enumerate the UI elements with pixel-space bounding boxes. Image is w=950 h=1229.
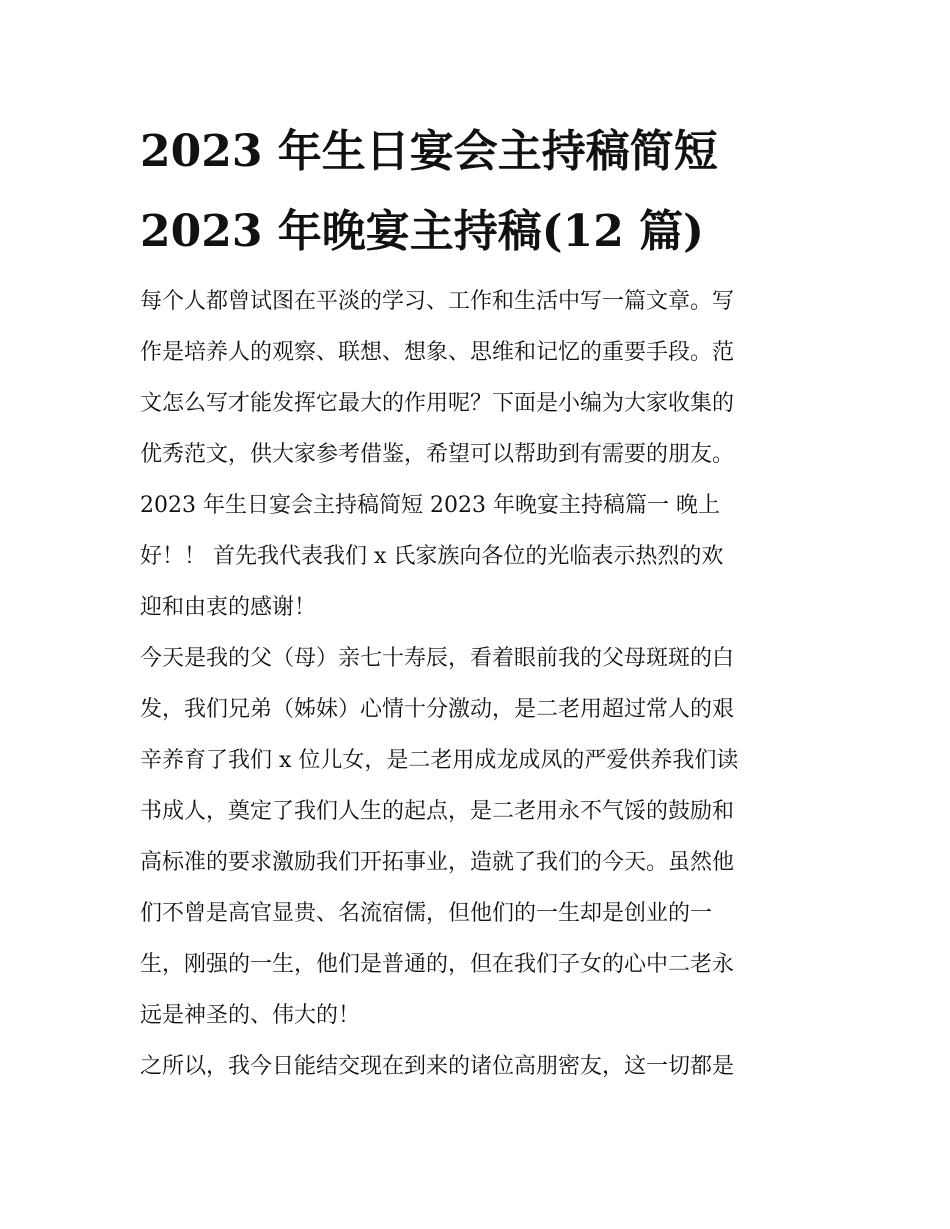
document-body <box>140 276 820 1092</box>
body-line: 书成人，奠定了我们人生的起点，是二老用永不气馁的鼓励和 <box>140 799 735 824</box>
body-line: 生，刚强的一生，他们是普通的，但在我们子女的心中二老永 <box>140 952 735 977</box>
body-line: 2023 年生日宴会主持稿简短 2023 年晚宴主持稿篇一 晚上 <box>140 493 720 518</box>
body-line: 好！！ 首先我代表我们 x 氏家族向各位的光临表示热烈的欢 <box>140 544 724 569</box>
body-line: 文怎么写才能发挥它最大的作用呢？下面是小编为大家收集的 <box>140 391 735 416</box>
body-line: 作是培养人的观察、联想、想象、思维和记忆的重要手段。范 <box>140 340 735 365</box>
body-line: 优秀范文，供大家参考借鉴，希望可以帮助到有需要的朋友。 <box>140 442 735 467</box>
body-line: 们不曾是高官显贵、名流宿儒，但他们的一生却是创业的一 <box>140 901 713 926</box>
document-title <box>140 112 820 272</box>
body-line: 之所以，我今日能结交现在到来的诸位高朋密友，这一切都是 <box>140 1054 735 1079</box>
title-line-2: 2023 年晚宴主持稿(12 篇) <box>140 206 704 257</box>
body-line: 迎和由衷的感谢！ <box>140 595 317 620</box>
body-line: 远是神圣的、伟大的！ <box>140 1003 361 1028</box>
body-line: 辛养育了我们 x 位儿女，是二老用成龙成凤的严爱供养我们读 <box>140 748 739 773</box>
body-line: 今天是我的父（母）亲七十寿辰，看着眼前我的父母斑斑的白 <box>140 646 735 671</box>
body-line: 高标准的要求激励我们开拓事业，造就了我们的今天。虽然他 <box>140 850 735 875</box>
body-line: 每个人都曾试图在平淡的学习、工作和生活中写一篇文章。写 <box>140 289 735 314</box>
body-line: 发，我们兄弟（姊妹）心情十分激动，是二老用超过常人的艰 <box>140 697 735 722</box>
title-line-1: 2023 年生日宴会主持稿简短 <box>140 126 718 177</box>
